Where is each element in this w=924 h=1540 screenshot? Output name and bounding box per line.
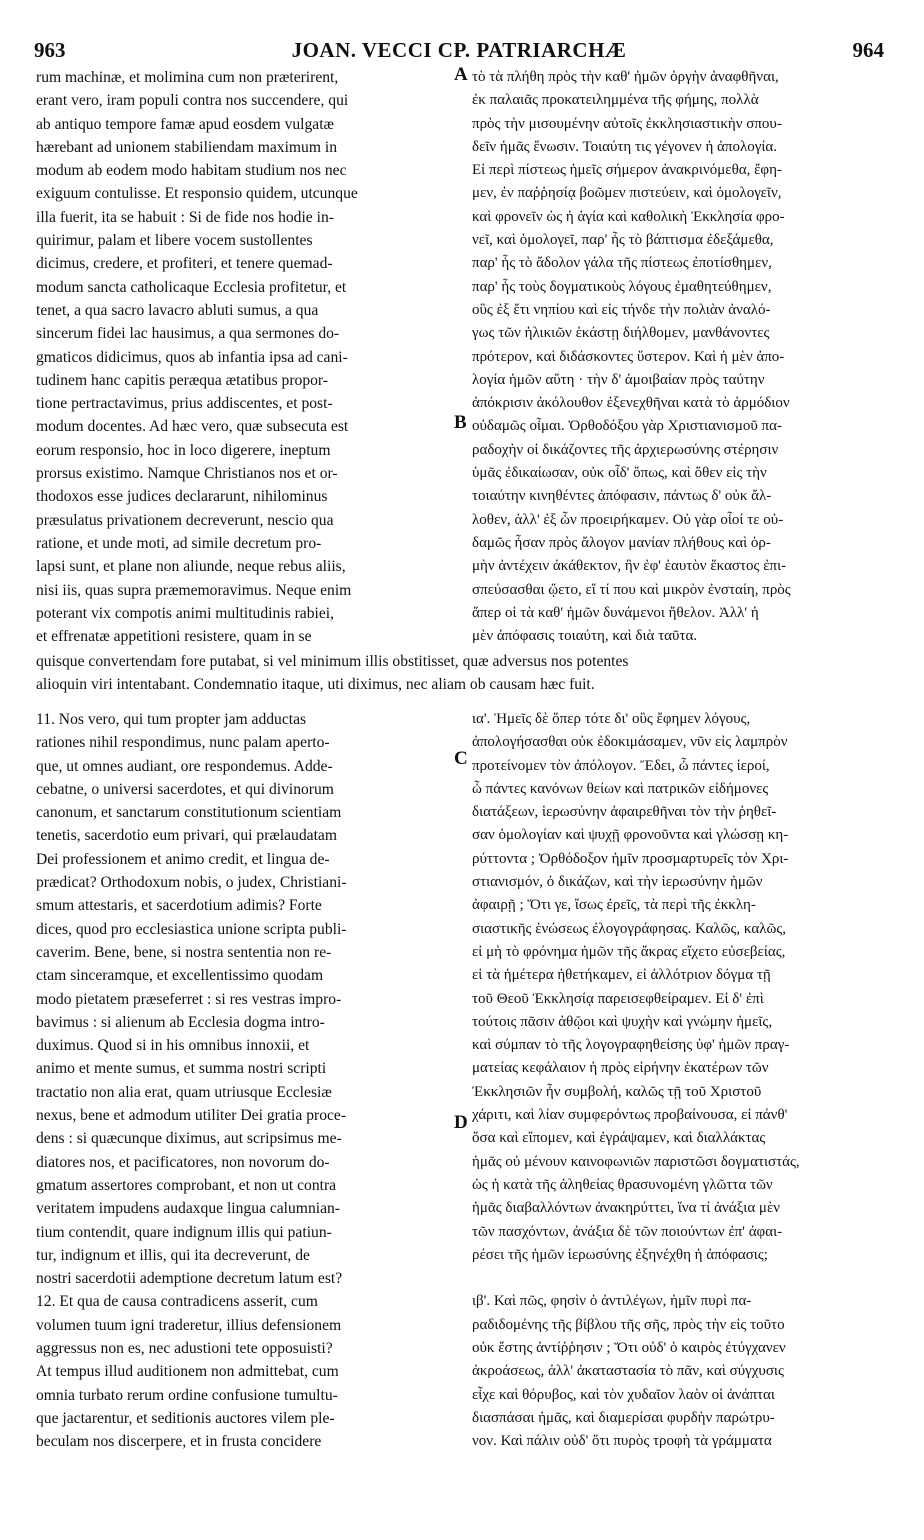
latin-text-line: diatores nos, et pacificatores, non novorum do- — [36, 1153, 330, 1171]
latin-text-line: ratione, et unde moti, ad simile decretum pro- — [36, 534, 322, 552]
greek-text-line: τὸ τὰ πλήθη πρὸς τὴν καθ' ἡμῶν ὀργὴν ἀναφθῆναι, — [472, 69, 779, 85]
greek-text-line: ρέσει τῆς ἡμῶν ἱερωσύνης ἐξηνέχθη ἡ ἀπόφασις; — [472, 1246, 768, 1263]
full-width-text-line: quisque convertendam fore putabat, si vel minimum illis obstitisset, quæ adversus nos potentes — [36, 653, 629, 670]
latin-text-line: aggressus non es, nec adustioni tete opposuisti? — [36, 1340, 333, 1358]
latin-text-line: bavimus : si alienum ab Ecclesia dogma intro- — [36, 1013, 325, 1031]
greek-text-line: ὡς ἡ κατὰ τῆς ἀληθείας θρασυνομένη γλῶττα τῶν — [472, 1176, 773, 1193]
latin-text-line: et effrenatæ appetitioni resistere, quam in se — [36, 628, 312, 646]
latin-text-line: eorum responsio, hoc in loco digerere, ineptum — [36, 441, 331, 459]
latin-column-bottom — [36, 708, 450, 1454]
greek-text-line: μὴν ἀντέχειν ἀκάθεκτον, ἣν ἐφ' ἑαυτὸν ἕκαστος ἐπι- — [472, 558, 787, 575]
greek-text-line: εἶχε καὶ θόρυβος, καὶ τὸν χυδαῖον λαὸν οἱ ἀνάπται — [472, 1386, 775, 1403]
greek-text-line: ὅσα καὶ εἴπομεν, καὶ ἐγράψαμεν, καὶ διαλλάκτας — [472, 1130, 766, 1147]
greek-text-line — [472, 1267, 884, 1290]
greek-text-line: δεῖν ἡμᾶς ἕνωσιν. Τοιαύτη τις γέγονεν ἡ ἀπολογία. — [472, 138, 778, 155]
latin-text-line: ab antiquo tempore famæ apud eosdem vulgatæ — [36, 115, 334, 133]
greek-text-line: ραδιδομένης τῆς βίβλου τῆς σῆς, πρὸς τὴν εἰς τοῦτο — [472, 1316, 785, 1333]
latin-text-line: volumen tuum igni traderetur, illius defensionem — [36, 1316, 342, 1334]
latin-text-line: modum sancta catholicaque Ecclesia profitetur, et — [36, 278, 347, 296]
greek-text-line: καὶ φρονεῖν ὡς ἡ ἁγία καὶ καθολικὴ Ἐκκλησία φρο- — [472, 208, 785, 225]
greek-text-line: τοῦ Θεοῦ Ἐκκλησίᾳ παρεισεφθείραμεν. Εἰ δ' ἐπὶ — [472, 990, 764, 1007]
greek-text-line: διατάξεων, ἱερωσύνην ἀφαιρεθῆναι τὸν τὴν ῥηθεῖ- — [472, 804, 777, 821]
greek-text-line: μὲν ἀπόφασις τοιαύτη, καὶ διὰ ταῦτα. — [472, 628, 698, 645]
latin-text-line: que, ut omnes audiant, ore respondemus. Adde- — [36, 757, 333, 775]
greek-text-line: τῶν πασχόντων, ἀνάξια δὲ τῶν ποιούντων ἐπ' ἀφαι- — [472, 1223, 783, 1240]
latin-text-line: smum attestaris, et sacerdotium adimis? Forte — [36, 897, 322, 915]
greek-text-line: ια'. Ἡμεῖς δὲ ὅπερ τότε δι' οὓς ἔφημεν λόγους, — [472, 711, 751, 727]
latin-text-line: exiguum contulisse. Et responsio quidem, utcunque — [36, 185, 358, 203]
latin-text-line: cebatne, o universi sacerdotes, et qui divinorum — [36, 780, 334, 798]
latin-text-line: tractatio non alia erat, quam utriusque Ecclesiæ — [36, 1083, 332, 1101]
greek-text-line: ιβ'. Καὶ πῶς, φησὶν ὁ ἀντιλέγων, ἡμῖν πυρὶ πα- — [472, 1293, 752, 1310]
latin-text-line: modum ab eodem modo habitam studium nos nec — [36, 162, 347, 180]
latin-text-line: beculam nos discerpere, et in frusta concidere — [36, 1433, 322, 1451]
greek-text-line: εἰ τὰ ἡμέτερα ἠθετήκαμεν, εἰ ἀλλότριον δόγμα τῇ — [472, 967, 771, 984]
greek-text-line: τούτοις πᾶσιν ἀθῷοι καὶ ψυχὴν καὶ γνώμην ἡμεῖς, — [472, 1013, 773, 1030]
latin-text-line: 12. Et qua de causa contradicens asserit, cum — [36, 1293, 318, 1311]
latin-text-line: præsulatus privationem decreverunt, nescio qua — [36, 511, 334, 529]
latin-text-line: modum docentes. Ad hæc vero, quæ subsecuta est — [36, 418, 349, 436]
latin-text-line: gmatum assertores comprobant, et non ut contra — [36, 1176, 337, 1194]
greek-text-line: λογία ἡμῶν αὕτη · τὴν δ' ἀμοιβαίαν πρὸς ταύτην — [472, 371, 765, 388]
greek-text-line: ὑμᾶς ἐδικαίωσαν, οὐκ οἶδ' ὅπως, καὶ ὅθεν εἰς τὴν — [472, 465, 767, 482]
latin-text-line: tium contendit, quare indignum illis qui patiun- — [36, 1223, 332, 1241]
greek-text-line: ἐκ παλαιᾶς προκατειλημμένα τῆς φήμης, πολλὰ — [472, 92, 759, 109]
greek-text-line: σπεύσασθαι ᾤετο, εἴ τί που καὶ μικρὸν ἐνσταίη, πρὸς — [472, 581, 791, 598]
latin-text-line: duximus. Quod si in his omnibus innoxii, et — [36, 1037, 310, 1055]
greek-text-line: Ἐκκλησιῶν ἦν συμβολή, καλῶς τῇ τοῦ Χριστοῦ — [472, 1083, 762, 1100]
greek-text-line: σαν ὁμολογίαν καὶ ψυχῇ φρονοῦντα καὶ γλώσσῃ κη- — [472, 827, 789, 844]
latin-text-line: rationes nihil respondimus, nunc palam aperto- — [36, 734, 330, 752]
latin-text-line: illa fuerit, ita se habuit : Si de fide nos hodie in- — [36, 208, 334, 226]
latin-text-line: tur, indignum et illis, qui ita decreverunt, de — [36, 1246, 310, 1264]
full-width-text-line: alioquin viri intentabant. Condemnatio itaque, uti diximus, nec aliam ob causam hæc fuit. — [36, 676, 595, 694]
latin-text-line: lapsi sunt, et plane non aliunde, neque rebus aliis, — [36, 558, 346, 576]
latin-text-line: modo pietatem præseferret : si res vestras impro- — [36, 990, 342, 1008]
margin-letter-a: A — [454, 64, 468, 85]
margin-letter-b: B — [454, 412, 467, 433]
margin-letter-d: D — [454, 1112, 468, 1133]
latin-text-line: Dei professionem et animo credit, et lingua de- — [36, 850, 330, 868]
greek-text-line: ἅπερ οἱ τὰ καθ' ἡμῶν δυνάμενοι ἤθελον. Ἀλλ' ἡ — [472, 604, 759, 621]
greek-text-line: Εἰ περὶ πίστεως ἡμεῖς σήμερον ἀνακρινόμεθα, ἔφη- — [472, 162, 782, 179]
latin-text-line: quirimur, palam et libere vocem sustollentes — [36, 232, 313, 250]
latin-text-line: dens : si quæcunque diximus, aut scripsimus me- — [36, 1130, 342, 1148]
latin-text-line: ctam sinceramque, et excellentissimo quodam — [36, 967, 324, 985]
greek-text-line: ἀκροάσεως, ἀλλ' ἀκαταστασία τὸ πᾶν, καὶ σύγχυσις — [472, 1363, 784, 1380]
latin-text-line: tione pertractavimus, prius addiscentes, et post- — [36, 395, 333, 413]
greek-text-line: εἰ μὴ τὸ φρόνημα ἡμῶν τῆς ἄκρας εἴχετο εὐσεβείας, — [472, 943, 786, 960]
latin-text-line: prædicat? Orthodoxum nobis, o judex, Christiani- — [36, 874, 347, 892]
greek-text-line: ρύττοντα ; Ὀρθόδοξον ἡμῖν προσμαρτυρεῖς τὸν Χρι- — [472, 850, 789, 867]
latin-text-line: tenetis, sacerdotio eum privari, qui prælaudatam — [36, 827, 337, 845]
greek-text-line: λοθεν, ἀλλ' ἐξ ὧν προειρήκαμεν. Οὐ γὰρ οἷοί τε οὐ- — [472, 511, 784, 528]
latin-text-line: dices, quod pro ecclesiastica unione scripta publi- — [36, 920, 347, 938]
running-title: JOAN. VECCI CP. PATRIARCHÆ — [291, 38, 627, 62]
greek-text-line: σιαστικῆς ἑνώσεως ἐλογογράφησας. Καλῶς, καλῶς, — [472, 920, 787, 937]
greek-text-line: καὶ σύμπαν τὸ τῆς λογογραφηθείσης ὑφ' ἡμῶν πραγ- — [472, 1037, 790, 1054]
latin-text-line: caverim. Bene, bene, si nostra sententia non re- — [36, 943, 332, 961]
greek-text-line: προτείνομεν τὸν ἀπόλογον. Ἔδει, ὦ πάντες ἱεροί, — [472, 757, 770, 774]
greek-text-line: πρότερον, καὶ διδάσκοντες ὕστερον. Καὶ ἡ μὲν ἀπο- — [472, 348, 785, 365]
greek-text-line: ὦ πάντες κανόνων θείων καὶ πατρικῶν εἰδήμονες — [472, 780, 769, 797]
latin-text-line: 11. Nos vero, qui tum propter jam adductas — [36, 711, 307, 728]
greek-text-line: νεῖ, καὶ ὁμολογεῖ, παρ' ἧς τὸ βάπτισμα ἐδεξάμεθα, — [472, 232, 774, 249]
greek-text-line: διασπάσαι ἡμᾶς, καὶ διαμερίσαι φυρδὴν παρώτρυ- — [472, 1409, 775, 1426]
greek-text-line: ἡμᾶς οὐ μένουν καινοφωνιῶν παριστῶσι δογματιστάς, — [472, 1153, 800, 1170]
latin-text-line: At tempus illud auditionem non admittebat, cum — [36, 1363, 339, 1381]
greek-text-line: ραδοχὴν οἱ δικάζοντες τῆς ἀρχιερωσύνης στέρησιν — [472, 441, 779, 458]
latin-text-line: poterant vix compotis animi multitudinis rabiei, — [36, 604, 334, 622]
latin-text-line: thodoxos esse judices declararunt, nihilominus — [36, 488, 328, 506]
greek-text-line: παρ' ἧς τοὺς δογματικοὺς λόγους ἐμαθητεύθημεν, — [472, 278, 772, 295]
latin-text-line: dicimus, credere, et profiteri, et tenere quemad- — [36, 255, 333, 273]
margin-letter-c: C — [454, 748, 468, 769]
latin-column-top — [36, 66, 450, 648]
latin-text-line: animo et mente sumus, et summa nostri scripti — [36, 1060, 327, 1078]
latin-text-line: tenet, a qua sacro lavacro abluti sumus, a qua — [36, 301, 319, 319]
greek-text-line: ἡμᾶς διαβαλλόντων ἀνακηρύττει, ἵνα τί ἀνάξια μὲν — [472, 1200, 781, 1217]
greek-text-line: μεν, ἐν παῤῥησίᾳ βοῶμεν πιστεύειν, καὶ ὁμολογεῖν, — [472, 185, 782, 202]
latin-text-line: nisi iis, quas supra præmemoravimus. Neque enim — [36, 581, 352, 599]
greek-text-line: τοιαύτην κινηθέντες ἀπόφασιν, πάντως δ' οὐκ ἄλ- — [472, 488, 772, 505]
greek-column-top — [472, 66, 884, 648]
latin-text-line: sincerum fidei lac hausimus, a qua sermones do- — [36, 325, 340, 343]
greek-text-line: ἀπόκρισιν ἀκόλουθον ἐξενεχθῆναι κατὰ τὸ ἁρμόδιον — [472, 395, 790, 412]
greek-text-line: γως τῶν ἡλικιῶν ἑκάστῃ διήλθομεν, μανθάνοντες — [472, 325, 770, 342]
latin-text-line: hærebant ad unionem stabiliendam maximum in — [36, 138, 337, 156]
greek-text-line: ματείας κεφάλαιον ἡ πρὸς εἰρήνην ἑκατέρων τῶν — [472, 1060, 769, 1077]
greek-column-bottom — [472, 708, 884, 1454]
greek-text-line: δαμῶς ἦσαν πρὸς ἄλογον μανίαν πλήθους καὶ ὁρ- — [472, 534, 771, 551]
running-header — [34, 38, 884, 66]
greek-text-line: νον. Καὶ πάλιν οὐδ' ὅτι πυρὸς τροφὴ τὰ γράμματα — [472, 1433, 772, 1450]
full-width-lines — [36, 650, 884, 697]
greek-text-line: ἀπολογήσασθαι οὐκ ἐδοκιμάσαμεν, νῦν εἰς λαμπρὸν — [472, 734, 788, 751]
right-page-number: 964 — [852, 38, 884, 62]
latin-text-line: gmaticos didicimus, quos ab infantia ipsa ad cani- — [36, 348, 348, 366]
latin-text-line: nostri sacerdotii ademptione decretum latum est? — [36, 1270, 343, 1288]
greek-text-line: χάριτι, καὶ λίαν συμφερόντως προβαίνουσα, εἰ πάνθ' — [472, 1107, 788, 1124]
latin-text-line: que jactarentur, et seditionis auctores vilem ple- — [36, 1409, 335, 1427]
greek-text-line: οὐκ ἔστης ἀντίῤῥησιν ; Ὅτι οὐδ' ὁ καιρὸς ἐτύγχανεν — [472, 1340, 786, 1357]
latin-text-line: canonum, et sanctarum constitutionum scientiam — [36, 804, 342, 822]
latin-text-line: nexus, bene et admodum utiliter Dei gratia proce- — [36, 1107, 347, 1125]
latin-text-line: omnia turbato rerum ordine confusione tumultu- — [36, 1386, 338, 1404]
left-page-number: 963 — [34, 38, 66, 62]
latin-text-line: rum machinæ, et molimina cum non præterirent, — [36, 69, 339, 86]
greek-text-line: οὐδαμῶς οἶμαι. Ὀρθοδόξου γὰρ Χριστιανισμοῦ πα- — [472, 418, 782, 435]
greek-text-line: πρὸς τὴν μισουμένην αὐτοῖς ἐκκλησιαστικὴν σπου- — [472, 115, 782, 132]
latin-text-line: erant vero, iram populi contra nos succendere, qui — [36, 92, 349, 110]
greek-text-line: στιανισμόν, ὁ δικάζων, καὶ τὴν ἱερωσύνην ἡμῶν — [472, 874, 763, 891]
latin-text-line: tudinem hanc capitis peræqua ætatibus propor- — [36, 371, 329, 389]
greek-text-line: οὓς ἐξ ἔτι νηπίου καὶ εἰς τήνδε τὴν πολιὰν ἀναλό- — [472, 301, 771, 318]
latin-text-line: prorsus existimo. Namque Christianos nos et or- — [36, 465, 338, 483]
greek-text-line: ἀφαιρῇ ; Ὅτι γε, ἴσως ἐρεῖς, τὰ περὶ τῆς ἐκκλη- — [472, 897, 756, 914]
latin-text-line: veritatem impudens audaxque lingua calumnian- — [36, 1200, 340, 1218]
greek-text-line: παρ' ἧς τὸ ἄδολον γάλα τῆς πίστεως ἐποτίσθημεν, — [472, 255, 772, 272]
